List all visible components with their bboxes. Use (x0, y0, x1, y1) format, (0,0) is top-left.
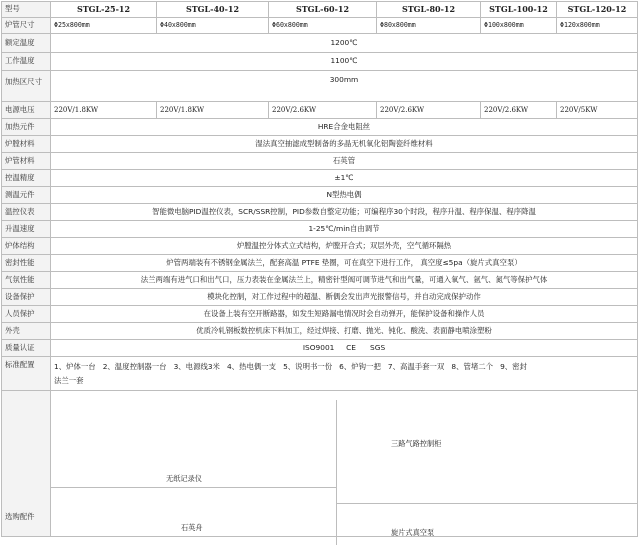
appearance-value: 优质冷轧钢板数控机床下料加工，经过焊接、打磨、抛光、钝化、酸洗、表面静电喷涂塑粉 (51, 323, 638, 340)
grid-divider-horizontal (51, 487, 337, 488)
gas-value: 法兰两端有进气口和出气口，压力表装在金属法兰上，精密针型阀可调节进气和出气量，可通入氧气、氩气、氮气等保护气体 (51, 272, 638, 289)
optional-grid (51, 400, 637, 545)
row-sealing (2, 255, 638, 272)
tube-size-cell: Φ40x800mm (157, 18, 269, 34)
rated-temp-label: 额定温度 (2, 34, 51, 53)
personnel-label: 人员保护 (2, 306, 51, 323)
tube-size-label: 炉管尺寸 (2, 18, 51, 34)
row-controller (2, 204, 638, 221)
row-gas (2, 272, 638, 289)
voltage-cell: 220V/5KW (557, 102, 638, 119)
row-heating-element (2, 119, 638, 136)
row-protection (2, 289, 638, 306)
model-label: 型号 (2, 2, 51, 18)
row-heating-rate (2, 221, 638, 238)
model-cell: STGL-25-12 (51, 2, 157, 18)
row-appearance (2, 323, 638, 340)
heating-rate-label: 升温速度 (2, 221, 51, 238)
optional-item: 石英舟 (181, 523, 203, 532)
heating-element-value: HRE合金电阻丝 (51, 119, 638, 136)
tube-size-cell: Φ60x800mm (269, 18, 377, 34)
optional-item: 旋片式真空泵 (391, 528, 435, 537)
working-temp-label: 工作温度 (2, 53, 51, 71)
grid-divider-horizontal (336, 503, 637, 504)
heating-zone-value: 300mm (51, 71, 638, 102)
personnel-value: 在设备上装有空开断路器，如发生短路漏电情况时会自动弹开，能保护设备和操作人员 (51, 306, 638, 323)
row-certification (2, 340, 638, 357)
chamber-material-label: 炉膛材料 (2, 136, 51, 153)
tube-size-cell: Φ120x800mm (557, 18, 638, 34)
tube-size-cell: Φ100x800mm (481, 18, 557, 34)
model-cell: STGL-60-12 (269, 2, 377, 18)
row-model (2, 2, 638, 18)
rated-temp-value: 1200℃ (51, 34, 638, 53)
optional-label: 选购配件 (2, 391, 51, 537)
protection-label: 设备保护 (2, 289, 51, 306)
optional-item: 三路气路控制柜 (391, 439, 442, 448)
row-personnel (2, 306, 638, 323)
working-temp-value: 1100℃ (51, 53, 638, 71)
voltage-cell: 220V/2.6KW (269, 102, 377, 119)
voltage-cell: 220V/2.6KW (481, 102, 557, 119)
voltage-cell: 220V/2.6KW (377, 102, 481, 119)
sealing-label: 密封性能 (2, 255, 51, 272)
row-structure (2, 238, 638, 255)
standard-config-line: 法兰一套 (54, 376, 84, 386)
model-cell: STGL-40-12 (157, 2, 269, 18)
temp-accuracy-value: ±1℃ (51, 170, 638, 187)
tube-size-cell: Φ25x800mm (51, 18, 157, 34)
structure-label: 炉体结构 (2, 238, 51, 255)
controller-label: 温控仪表 (2, 204, 51, 221)
heating-zone-label: 加热区尺寸 (2, 71, 51, 102)
row-chamber-material (2, 136, 638, 153)
controller-value: 智能微电脑PID温控仪表，SCR/SSR控制，PID参数自整定功能；可编程序30个时段，程序升温、程序保温、程序降温 (51, 204, 638, 221)
row-working-temp (2, 53, 638, 71)
standard-config-line: 1、炉体一台 2、温度控制器一台 3、电源线3米 4、热电偶一支 5、说明书一份 6、炉钩一把 7、高温手套一双 8、管堵二个 9、密封 (54, 362, 527, 371)
voltage-cell: 220V/1.8KW (157, 102, 269, 119)
protection-value: 模块化控制，对工作过程中的超温、断偶会发出声光报警信号，并自动完成保护动作 (51, 289, 638, 306)
sealing-value: 炉管两端装有不锈钢金属法兰，配套高温 PTFE 垫圈，可在真空下进行工作， 真空度≤5pa（旋片式真空泵） (51, 255, 638, 272)
voltage-cell: 220V/1.8KW (51, 102, 157, 119)
gas-label: 气氛性能 (2, 272, 51, 289)
optional-item: 无纸记录仪 (166, 474, 202, 483)
standard-config-label: 标准配置 (2, 357, 51, 391)
thermocouple-label: 测温元件 (2, 187, 51, 204)
model-cell: STGL-120-12 (557, 2, 638, 18)
heating-element-label: 加热元件 (2, 119, 51, 136)
certification-label: 质量认证 (2, 340, 51, 357)
heating-rate-value: 1-25℃/min自由调节 (51, 221, 638, 238)
row-voltage (2, 102, 638, 119)
voltage-label: 电源电压 (2, 102, 51, 119)
row-tube-material (2, 153, 638, 170)
certification-value: ISO9001 CE SGS (51, 340, 638, 357)
thermocouple-value: N型热电偶 (51, 187, 638, 204)
tube-material-label: 炉管材料 (2, 153, 51, 170)
standard-config-value (51, 357, 638, 391)
appearance-label: 外壳 (2, 323, 51, 340)
temp-accuracy-label: 控温精度 (2, 170, 51, 187)
row-thermocouple (2, 187, 638, 204)
model-cell: STGL-100-12 (481, 2, 557, 18)
grid-divider-vertical (336, 400, 337, 545)
tube-size-cell: Φ80x800mm (377, 18, 481, 34)
row-standard-config (2, 357, 638, 391)
row-rated-temp (2, 34, 638, 53)
row-heating-zone (2, 71, 638, 102)
row-tube-size (2, 18, 638, 34)
row-temp-accuracy (2, 170, 638, 187)
model-cell: STGL-80-12 (377, 2, 481, 18)
chamber-material-value: 湿法真空抽滤成型制备的多晶无机氧化铝陶瓷纤维材料 (51, 136, 638, 153)
tube-material-value: 石英管 (51, 153, 638, 170)
structure-value: 炉膛温控分体式立式结构，炉膛开合式；双层外壳，空气循环隔热 (51, 238, 638, 255)
